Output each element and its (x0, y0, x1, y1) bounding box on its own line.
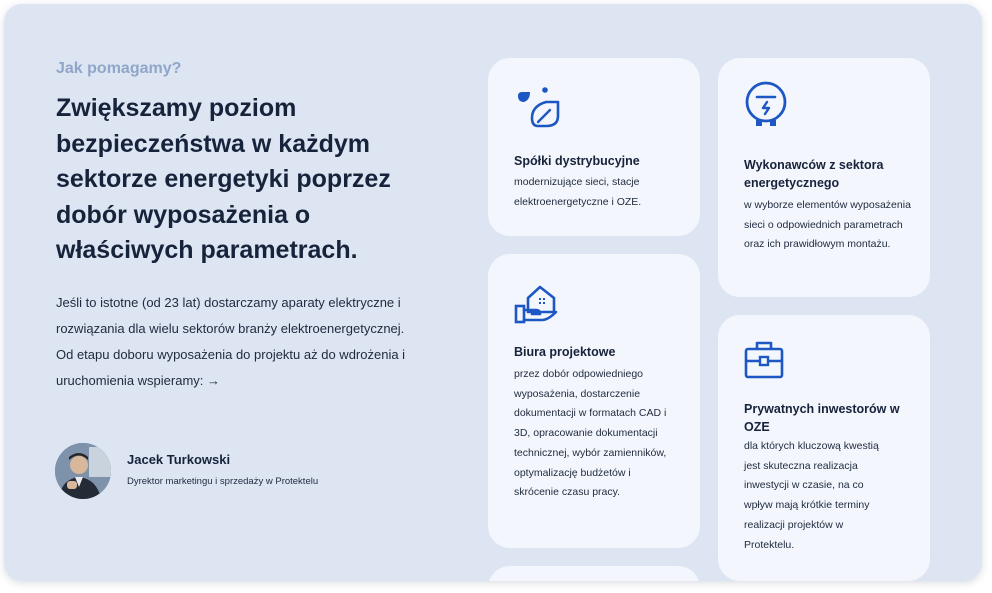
energy-meter-icon (742, 80, 790, 128)
leaf-drop-icon (512, 80, 560, 128)
author-name: Jacek Turkowski (127, 452, 231, 467)
author-role: Dyrektor marketingu i sprzedaży w Protektelu (127, 476, 319, 487)
house-in-hand-icon (512, 276, 560, 324)
card-description: przez dobór odpowiedniego wyposażenia, dostarczenie dokumentacji w formatach CAD i 3D, opracowanie dokumentacji technicznej, wybór zamienników, optymalizację budżetów i skrócenie czasu pracy. (514, 368, 667, 499)
card-partial (488, 566, 700, 581)
card-distribution-companies (488, 58, 700, 236)
card-title: Wykonawców z sektora energetycznego (744, 158, 884, 190)
intro-column (56, 60, 416, 407)
card-description: modernizujące sieci, stacje elektroenergetyczne i OZE. (514, 176, 642, 208)
avatar (55, 443, 111, 499)
author-block (55, 443, 395, 499)
section-description: Jeśli to istotne (od 23 lat) dostarczamy aparaty elektryczne i rozwiązania dla wielu sektorów branży elektroenergetycznej. Od etapu doboru wyposażenia do projektu aż do wdrożenia i uruchomienia wspieramy: → (56, 294, 406, 388)
section-eyebrow: Jak pomagamy? (56, 60, 182, 77)
card-description: w wyborze elementów wyposażenia sieci o odpowiednich parametrach oraz ich prawidłowym montażu. (744, 199, 911, 251)
card-title: Biura projektowe (514, 345, 616, 359)
card-design-offices (488, 254, 700, 548)
card-description: dla których kluczową kwestią jest skuteczna realizacja inwestycji w czasie, na co wpływ mają krótkie terminy realizacji projektów w Protektelu. (744, 440, 879, 551)
card-title: Spółki dystrybucyjne (514, 154, 640, 168)
services-panel (4, 4, 982, 581)
card-title: Prywatnych inwestorów w OZE (744, 402, 900, 434)
briefcase-icon (742, 337, 790, 385)
section-headline: Zwiększamy poziom bezpieczeństwa w każdym sektorze energetyki poprzez dobór wyposażenia o właściwych parametrach. (56, 94, 391, 264)
card-energy-contractors (718, 58, 930, 297)
card-private-investors (718, 315, 930, 581)
